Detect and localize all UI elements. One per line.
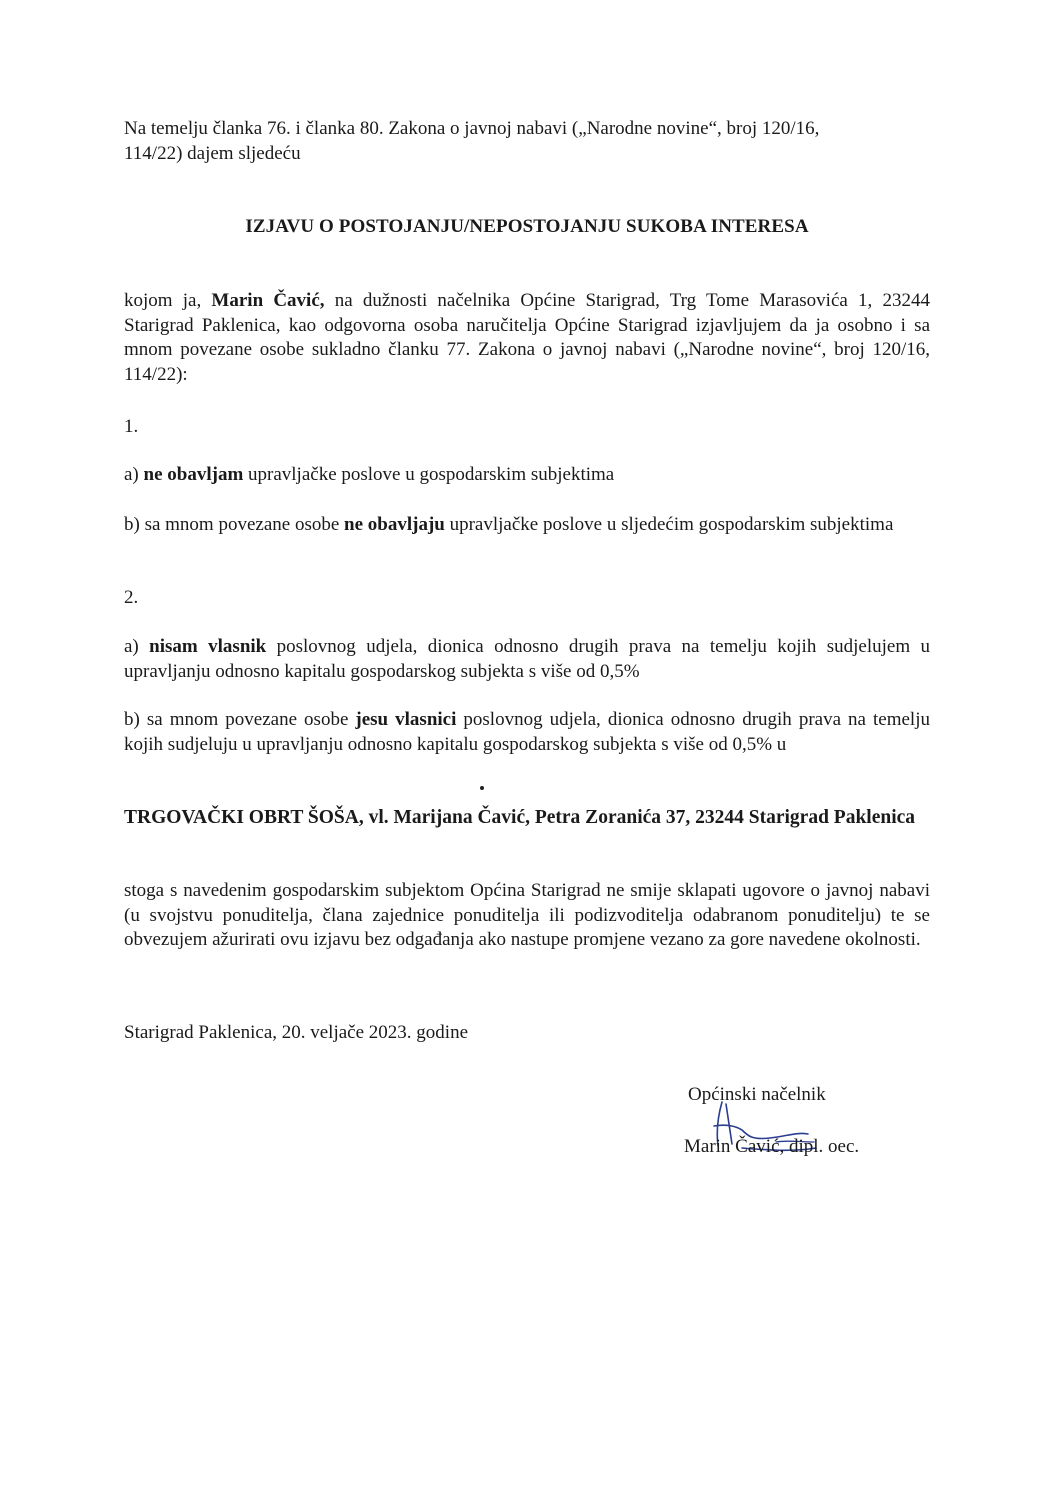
date-line: Starigrad Paklenica, 20. veljače 2023. godine: [124, 1022, 469, 1043]
company-line: TRGOVAČKI OBRT ŠOŠA, vl. Marijana Čavić, Petra Zoranića 37, 23244 Starigrad Paklenica: [124, 807, 916, 828]
statement-post: na dužnosti načelnika Općine Starigrad, Trg Tome Marasovića 1, 23244 Starigrad Paklenica, kao odgovorna osoba naručitelja Općine Starigrad izjavljujem da ja osobno i sa mnom povezane osobe sukladno članku 77. Zakona o javnoj nabavi („Narodne novine“, broj 120/16, 114/22):: [124, 290, 930, 385]
section-2a: [124, 635, 930, 684]
declarant-name: Marin Čavić,: [211, 290, 325, 311]
section-2a-text: poslovnog udjela, dionica odnosno drugih prava na temelju kojih sudjelujem u upravljanju odnosno kapitalu gospodarskog subjekta s više od 0,5%: [124, 636, 931, 682]
section-1a-text: upravljačke poslove u gospodarskim subjektima: [243, 464, 615, 485]
section-1-number: 1.: [124, 416, 139, 437]
section-2b-bold: jesu vlasnici: [355, 709, 457, 730]
section-2b-prefix: b) sa mnom povezane osobe: [124, 709, 356, 730]
section-1b-text: upravljačke poslove u sljedećim gospodarskim subjektima: [444, 514, 894, 535]
section-2-number: 2.: [124, 587, 139, 608]
section-2a-bold: nisam vlasnik: [149, 636, 267, 657]
document-title: IZJAVU O POSTOJANJU/NEPOSTOJANJU SUKOBA INTERESA: [245, 216, 809, 237]
conclusion-paragraph: stoga s navedenim gospodarskim subjektom Općina Starigrad ne smije sklapati ugovore o javnoj nabavi (u svojstvu ponuditelja, člana zajednice ponuditelja ili podizvoditelja odabranom ponuditelju) te se obvezujem ažurirati ovu izjavu bez odgađanja ako nastupe promjene vezano za gore navedene okolnosti.: [124, 880, 930, 950]
statement-paragraph: [124, 289, 930, 387]
stray-dot-mark: [480, 786, 484, 790]
section-2b-text: poslovnog udjela, dionica odnosno drugih prava na temelju kojih sudjeluju u upravljanju odnosno kapitalu gospodarskog subjekta s više od 0,5% u: [124, 709, 930, 755]
intro-paragraph: [124, 117, 930, 166]
signatory-name: Marin Čavić, dipl. oec.: [684, 1136, 860, 1157]
statement-pre: kojom ja,: [124, 290, 212, 311]
section-1b-bold: ne obavljaju: [344, 514, 445, 535]
intro-line-2: 114/22) dajem sljedeću: [124, 142, 301, 164]
signatory-title: Općinski načelnik: [688, 1084, 826, 1105]
section-1b: [124, 513, 930, 538]
section-2b: [124, 708, 930, 757]
section-2a-prefix: a): [124, 636, 150, 657]
section-1b-prefix: b) sa mnom povezane osobe: [124, 514, 345, 535]
intro-line-1: Na temelju članka 76. i članka 80. Zakona o javnoj nabavi („Narodne novine“, broj 120/16,: [124, 118, 820, 139]
section-1a-prefix: a): [124, 464, 144, 485]
section-1a: [124, 463, 930, 488]
section-1a-bold: ne obavljam: [143, 464, 244, 485]
